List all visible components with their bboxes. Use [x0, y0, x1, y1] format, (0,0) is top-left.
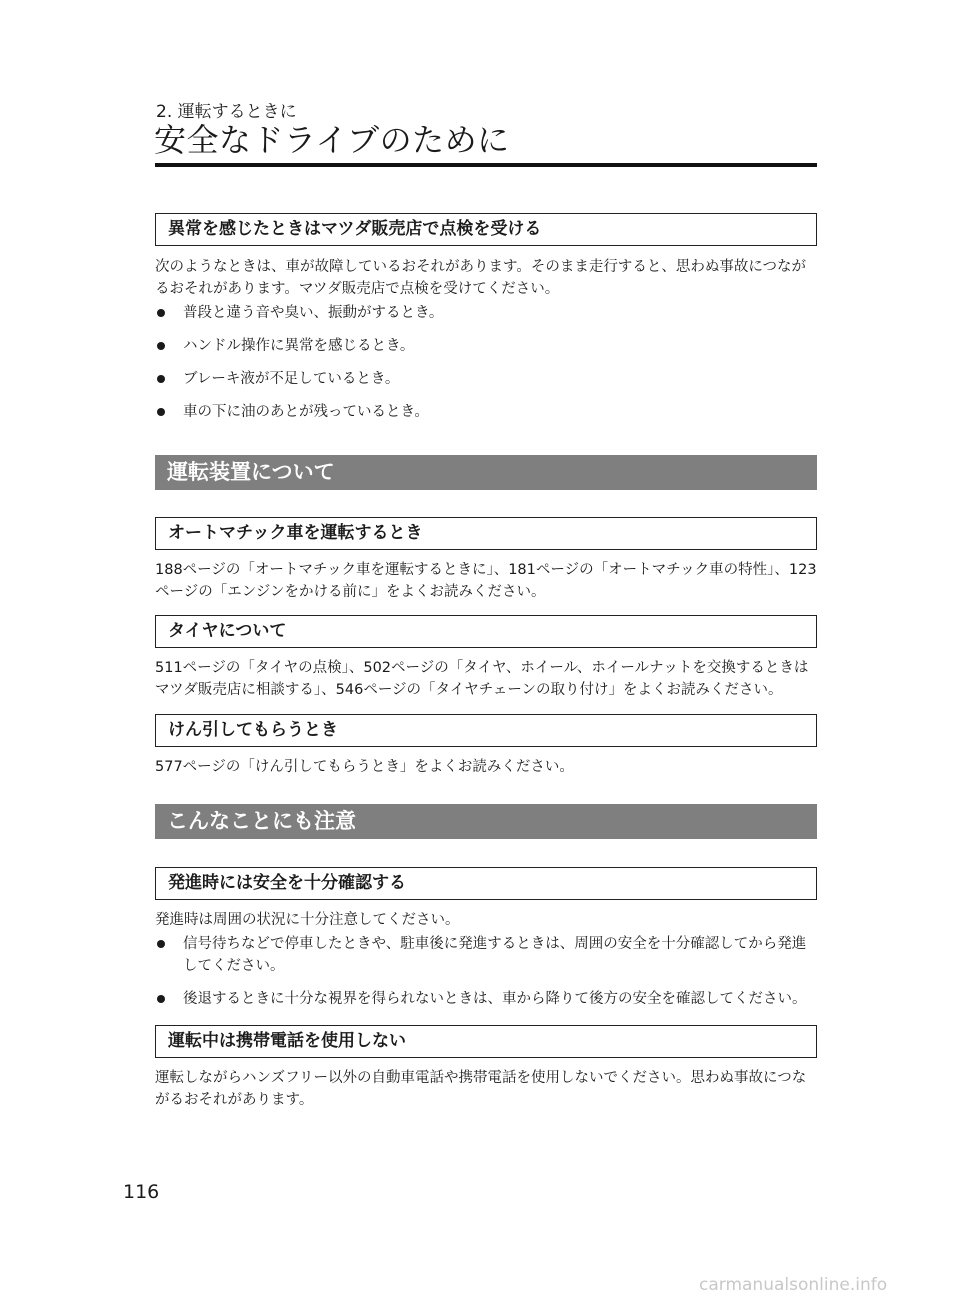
page-content [155, 213, 817, 1111]
bullet-icon [157, 995, 165, 1003]
chapter-label: 2. 運転するときに [156, 102, 297, 122]
bullet-icon [157, 940, 165, 948]
bullet-icon [157, 408, 165, 416]
heading-towing: けん引してもらうとき [155, 714, 817, 747]
list-item-text: ブレーキ液が不足しているとき。 [183, 371, 400, 387]
list-item [155, 401, 817, 423]
bullet-icon [157, 375, 165, 383]
list-item [155, 302, 817, 324]
tires-body: 511ページの「タイヤの点検」、502ページの「タイヤ、ホイール、ホイールナットを交換するときはマツダ販売店に相談する」、546ページの「タイヤチェーンの取り付け」をよくお読みください。 [155, 660, 809, 698]
list-item-text: ハンドル操作に異常を感じるとき。 [183, 338, 415, 354]
list-item [155, 368, 817, 390]
abnormal-bullet-list [155, 302, 817, 423]
page-title: 安全なドライブのために [154, 121, 510, 159]
heading-phone-use: 運転中は携帯電話を使用しない [155, 1025, 817, 1058]
title-rule [155, 163, 817, 167]
section-band-caution: こんなことにも注意 [155, 804, 817, 839]
page-number: 116 [123, 1181, 160, 1203]
heading-starting-safety: 発進時には安全を十分確認する [155, 867, 817, 900]
abnormal-intro: 次のようなときは、車が故障しているおそれがあります。そのまま走行すると、思わぬ事故につながるおそれがあります。マツダ販売店で点検を受けてください。 [155, 259, 807, 297]
list-item-text: 車の下に油のあとが残っているとき。 [183, 404, 429, 420]
list-item-text: 信号待ちなどで停車したときや、駐車後に発進するときは、周囲の安全を十分確認してから発進してください。 [183, 936, 807, 974]
starting-intro: 発進時は周囲の状況に十分注意してください。 [155, 912, 460, 928]
list-item [155, 335, 817, 357]
starting-bullet-list [155, 933, 817, 1010]
section-band-driving-devices: 運転装置について [155, 455, 817, 490]
watermark: carmanualsonline.info [699, 1275, 888, 1295]
list-item [155, 933, 817, 977]
list-item [155, 988, 817, 1010]
heading-abnormal-inspection: 異常を感じたときはマツダ販売店で点検を受ける [155, 213, 817, 246]
heading-tires: タイヤについて [155, 615, 817, 648]
automatic-body: 188ページの「オートマチック車を運転するときに」、181ページの「オートマチック車の特性」、123ページの「エンジンをかける前に」をよくお読みください。 [155, 562, 817, 600]
heading-automatic-driving: オートマチック車を運転するとき [155, 517, 817, 550]
phone-body: 運転しながらハンズフリー以外の自動車電話や携帯電話を使用しないでください。思わぬ事故につながるおそれがあります。 [155, 1070, 807, 1108]
bullet-icon [157, 342, 165, 350]
list-item-text: 普段と違う音や臭い、振動がするとき。 [183, 305, 444, 321]
bullet-icon [157, 309, 165, 317]
list-item-text: 後退するときに十分な視界を得られないときは、車から降りて後方の安全を確認してください。 [183, 991, 807, 1007]
towing-body: 577ページの「けん引してもらうとき」をよくお読みください。 [155, 759, 574, 775]
